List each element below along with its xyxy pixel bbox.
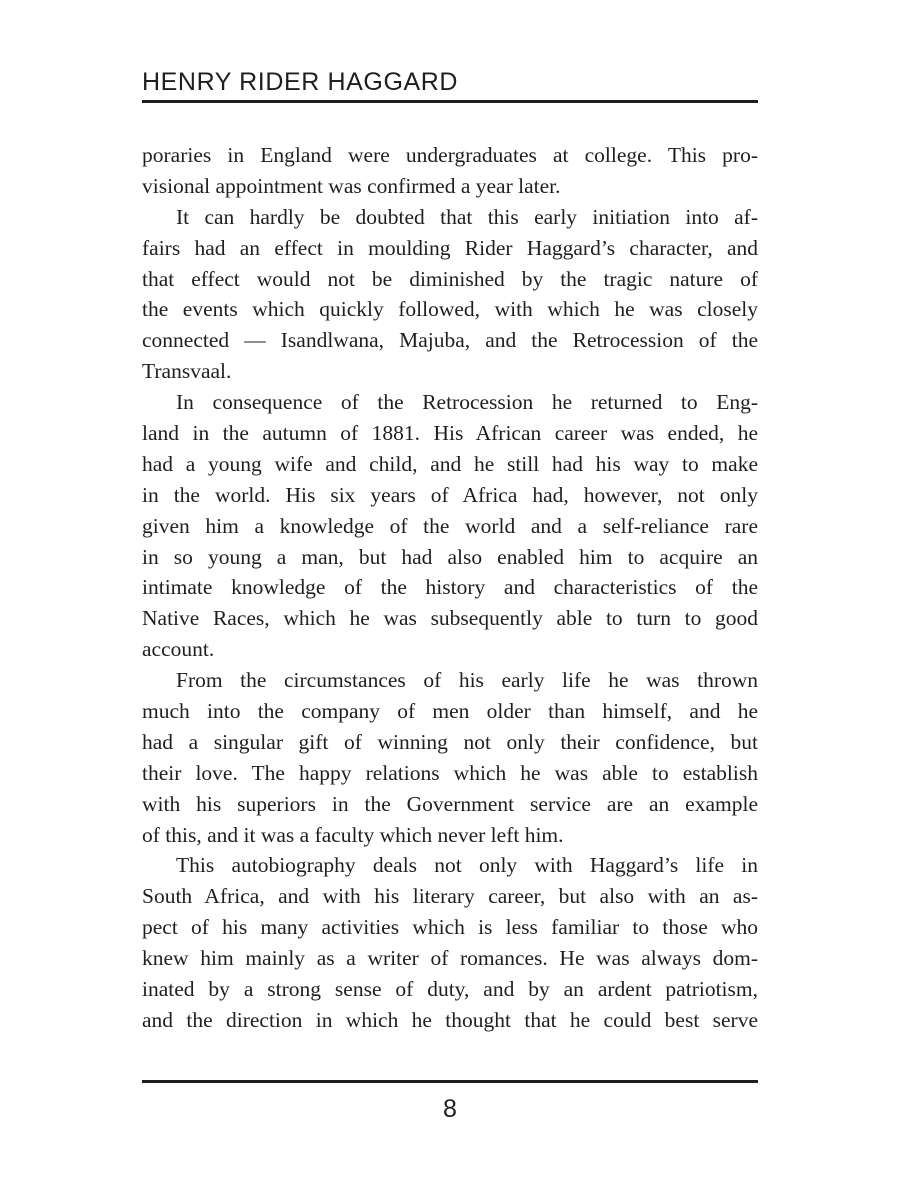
text-line: visional appointment was confirmed a year later.	[142, 173, 561, 198]
text-line: poraries in England were undergraduates at college. This pro-	[142, 143, 758, 167]
page-number: 8	[443, 1095, 457, 1123]
text-line: This autobiography deals not only with Haggard’s life in	[176, 853, 758, 878]
body-text	[142, 140, 758, 1036]
text-line: intimate knowledge of the history and characteristics of the	[142, 575, 758, 600]
text-line: connected — Isandlwana, Majuba, and the Retrocession of the	[142, 328, 758, 353]
text-line: given him a knowledge of the world and a self-reliance rare	[142, 513, 758, 538]
text-line: had a singular gift of winning not only their confidence, but	[142, 729, 758, 754]
text-line: inated by a strong sense of duty, and by an ardent patriotism,	[142, 977, 758, 1002]
text-line: It can hardly be doubted that this early initiation into af-	[176, 204, 758, 229]
text-line: land in the autumn of 1881. His African career was ended, he	[142, 421, 758, 446]
footer-rule	[142, 1080, 758, 1083]
text-line: of this, and it was a faculty which never left him.	[142, 822, 564, 847]
text-line: had a young wife and child, and he still had his way to make	[142, 451, 758, 476]
text-line: In consequence of the Retrocession he returned to Eng-	[176, 390, 758, 415]
text-line: that effect would not be diminished by the tragic nature of	[142, 266, 758, 291]
text-line: the events which quickly followed, with which he was closely	[142, 297, 758, 322]
text-line: much into the company of men older than himself, and he	[142, 699, 758, 724]
text-line: From the circumstances of his early life he was thrown	[176, 668, 758, 693]
running-head-title: HENRY RIDER HAGGARD	[142, 68, 459, 96]
text-line: account.	[142, 637, 215, 662]
text-line: in the world. His six years of Africa had, however, not only	[142, 482, 758, 507]
text-line: with his superiors in the Government service are an example	[142, 791, 758, 816]
text-line: Transvaal.	[142, 359, 232, 384]
text-line: Native Races, which he was subsequently able to turn to good	[142, 606, 758, 631]
header-rule	[142, 100, 758, 103]
text-line: and the direction in which he thought that he could best serve	[142, 1007, 758, 1032]
text-line: pect of his many activities which is less familiar to those who	[142, 915, 758, 940]
text-line: in so young a man, but had also enabled him to acquire an	[142, 544, 758, 569]
text-line: knew him mainly as a writer of romances. He was always dom-	[142, 946, 758, 971]
text-line: South Africa, and with his literary career, but also with an as-	[142, 884, 758, 909]
text-line: fairs had an effect in moulding Rider Haggard’s character, and	[142, 235, 758, 260]
text-line: their love. The happy relations which he was able to establish	[142, 760, 758, 785]
